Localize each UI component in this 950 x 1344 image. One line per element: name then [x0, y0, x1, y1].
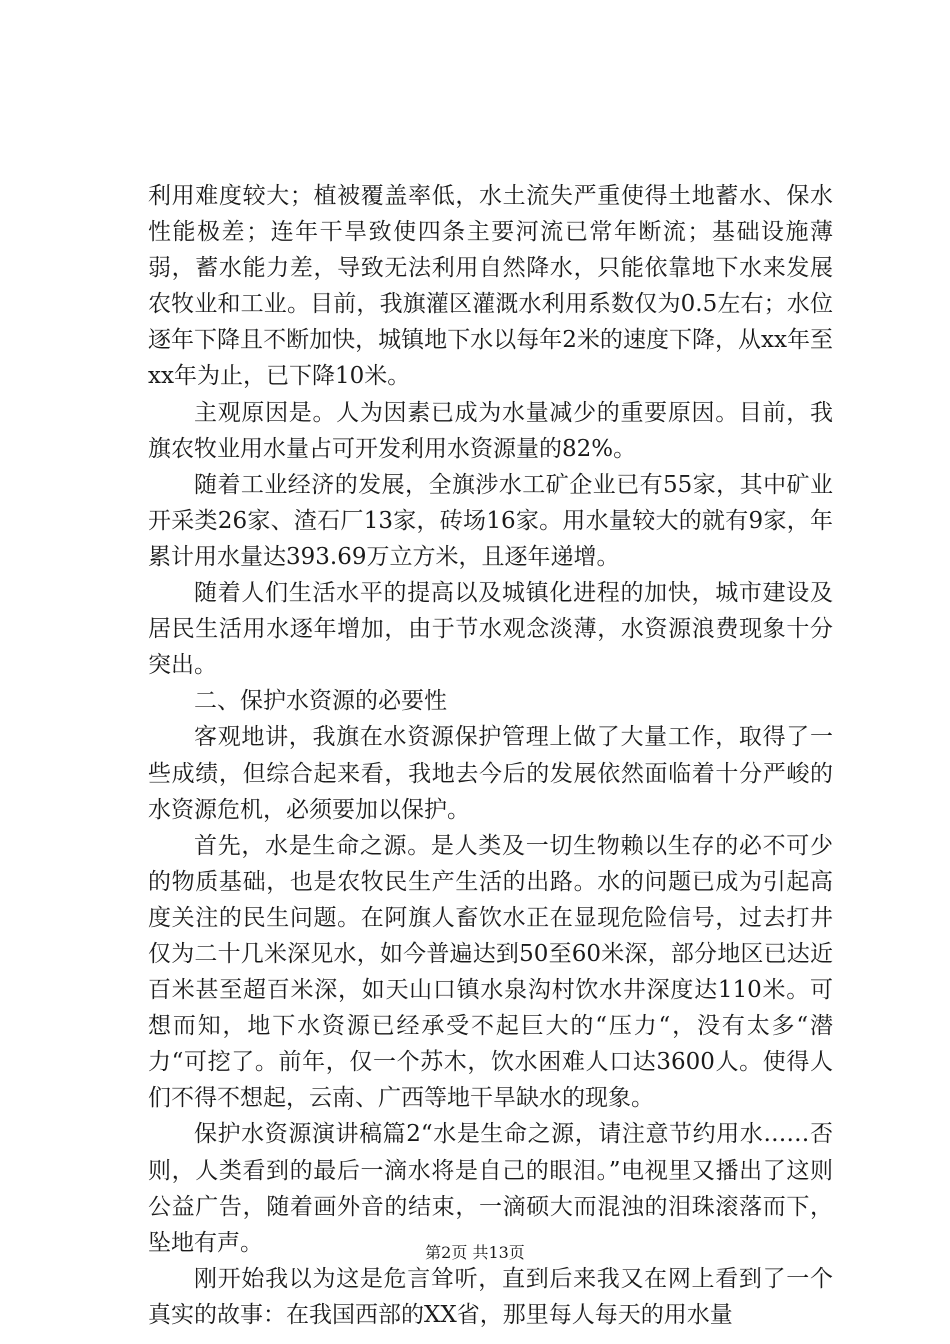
paragraph-4: 随着人们生活水平的提高以及城镇化进程的加快，城市建设及居民生活用水逐年增加，由于节水观念淡薄，水资源浪费现象十分突出。: [148, 580, 833, 679]
paragraph-3: 随着工业经济的发展，全旗涉水工矿企业已有55家，其中矿业开采类26家、渣石厂13家，砖场16家。用水量较大的就有9家，年累计用水量达393.69万立方米，且逐年递增。: [148, 471, 833, 570]
paragraph-8: 保护水资源演讲稿篇2“水是生命之源，请注意节约用水……否则，人类看到的最后一滴水将是自己的眼泪。”电视里又播出了这则公益广告，随着画外音的结束，一滴硕大而混浊的泪珠滚落而下，坠地有声。: [148, 1121, 833, 1256]
paragraph-7: 首先，水是生命之源。是人类及一切生物赖以生存的必不可少的物质基础，也是农牧民生产生活的出路。水的问题已成为引起高度关注的民生问题。在阿旗人畜饮水正在显现危险信号，过去打井仅为二十几米深见水，如今普遍达到50至60米深，部分地区已达近百米甚至超百米深，如天山口镇水泉沟村饮水井深度达110米。可想而知，地下水资源已经承受不起巨大的“压力“，没有太多“潜力“可挖了。前年，仅一个苏木，饮水困难人口达3600人。使得人们不得不想起，云南、广西等地干旱缺水的现象。: [148, 832, 833, 1112]
paragraph-1: 利用难度较大；植被覆盖率低，水土流失严重使得土地蓄水、保水性能极差；连年干旱致使四条主要河流已常年断流；基础设施薄弱，蓄水能力差，导致无法利用自然降水，只能依靠地下水来发展农牧业和工业。目前，我旗灌区灌溉水利用系数仅为0.5左右；水位逐年下降且不断加快，城镇地下水以每年2米的速度下降，从xx年至xx年为止，已下降10米。: [148, 183, 833, 390]
paragraph-6: 客观地讲，我旗在水资源保护管理上做了大量工作，取得了一些成绩，但综合起来看，我地去今后的发展依然面临着十分严峻的水资源危机，必须要加以保护。: [148, 724, 833, 823]
section-heading: 二、保护水资源的必要性: [194, 688, 447, 715]
paragraph-2: 主观原因是。人为因素已成为水量减少的重要原因。目前，我旗农牧业用水量占可开发利用水资源量的82%。: [148, 399, 833, 462]
page-number-footer: 第2页 共13页: [425, 1243, 525, 1262]
document-body: [148, 178, 833, 1333]
paragraph-9: 刚开始我以为这是危言耸听，直到后来我又在网上看到了一个真实的故事：在我国西部的XX省，那里每人每天的用水量: [148, 1265, 833, 1328]
